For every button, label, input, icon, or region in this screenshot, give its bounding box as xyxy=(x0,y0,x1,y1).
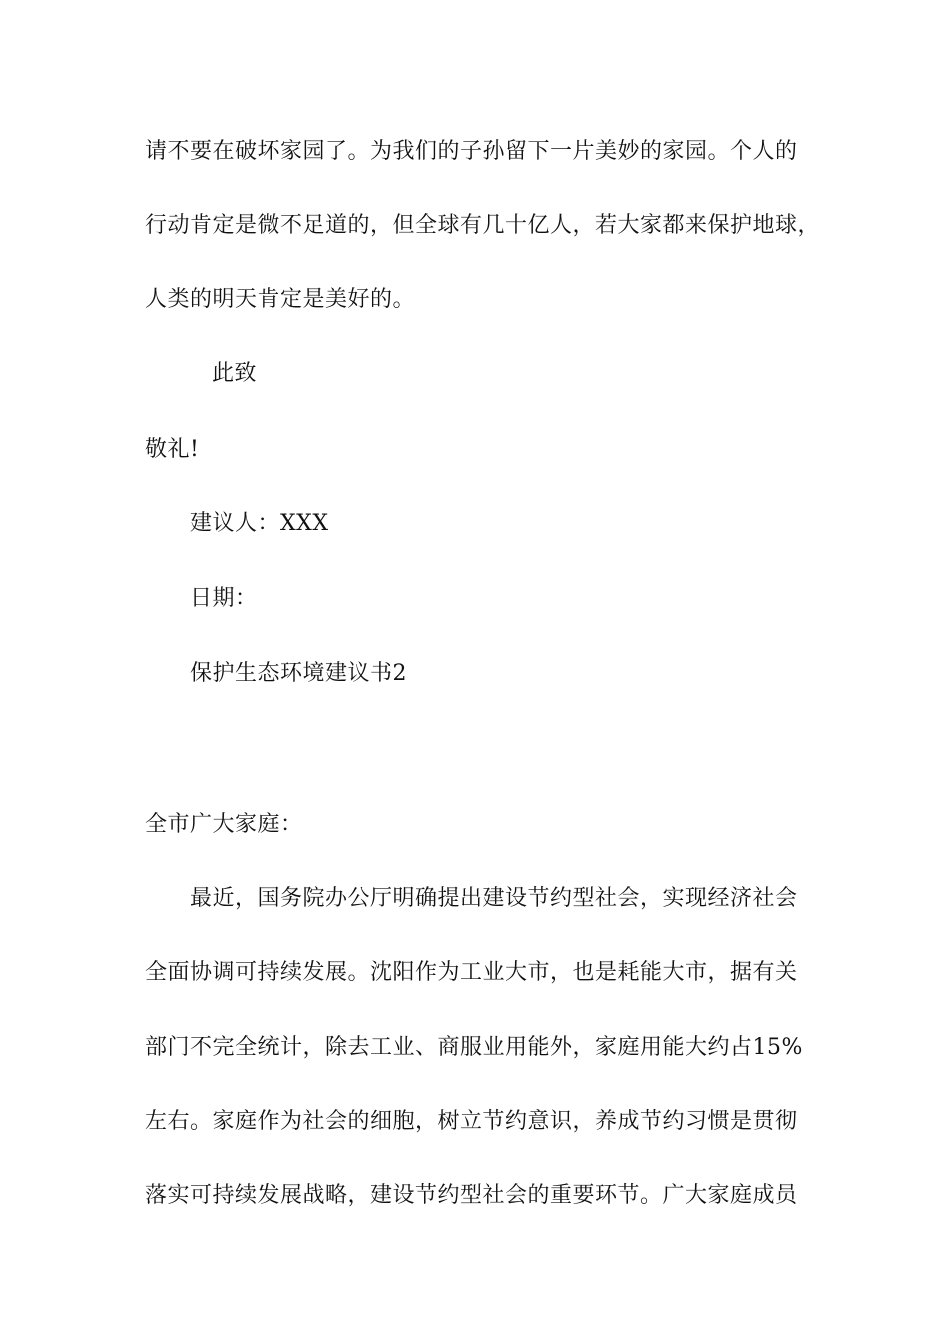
proposer-line: 建议人：XXX xyxy=(190,511,329,536)
paragraph-line: 人类的明天肯定是美好的。 xyxy=(145,287,416,312)
paragraph-line: 请不要在破坏家园了。为我们的子孙留下一片美妙的家园。个人的 xyxy=(145,139,798,164)
closing-respect: 敬礼! xyxy=(145,437,200,462)
date-line: 日期： xyxy=(190,586,258,611)
paragraph-line: 部门不完全统计，除去工业、商服业用能外，家庭用能大约占15% xyxy=(145,1035,803,1060)
closing-salutation: 此致 xyxy=(212,361,258,386)
paragraph-line: 最近，国务院办公厅明确提出建设节约型社会，实现经济社会 xyxy=(190,886,798,911)
paragraph-line: 左右。家庭作为社会的细胞，树立节约意识，养成节约习惯是贯彻 xyxy=(145,1109,798,1134)
paragraph-line: 全面协调可持续发展。沈阳作为工业大市，也是耗能大市，据有关 xyxy=(145,960,798,985)
addressee-line: 全市广大家庭： xyxy=(145,812,303,837)
paragraph-line: 行动肯定是微不足道的，但全球有几十亿人，若大家都来保护地球， xyxy=(145,213,821,238)
paragraph-line: 落实可持续发展战略，建设节约型社会的重要环节。广大家庭成员 xyxy=(145,1183,798,1208)
section-title: 保护生态环境建议书2 xyxy=(190,661,407,686)
